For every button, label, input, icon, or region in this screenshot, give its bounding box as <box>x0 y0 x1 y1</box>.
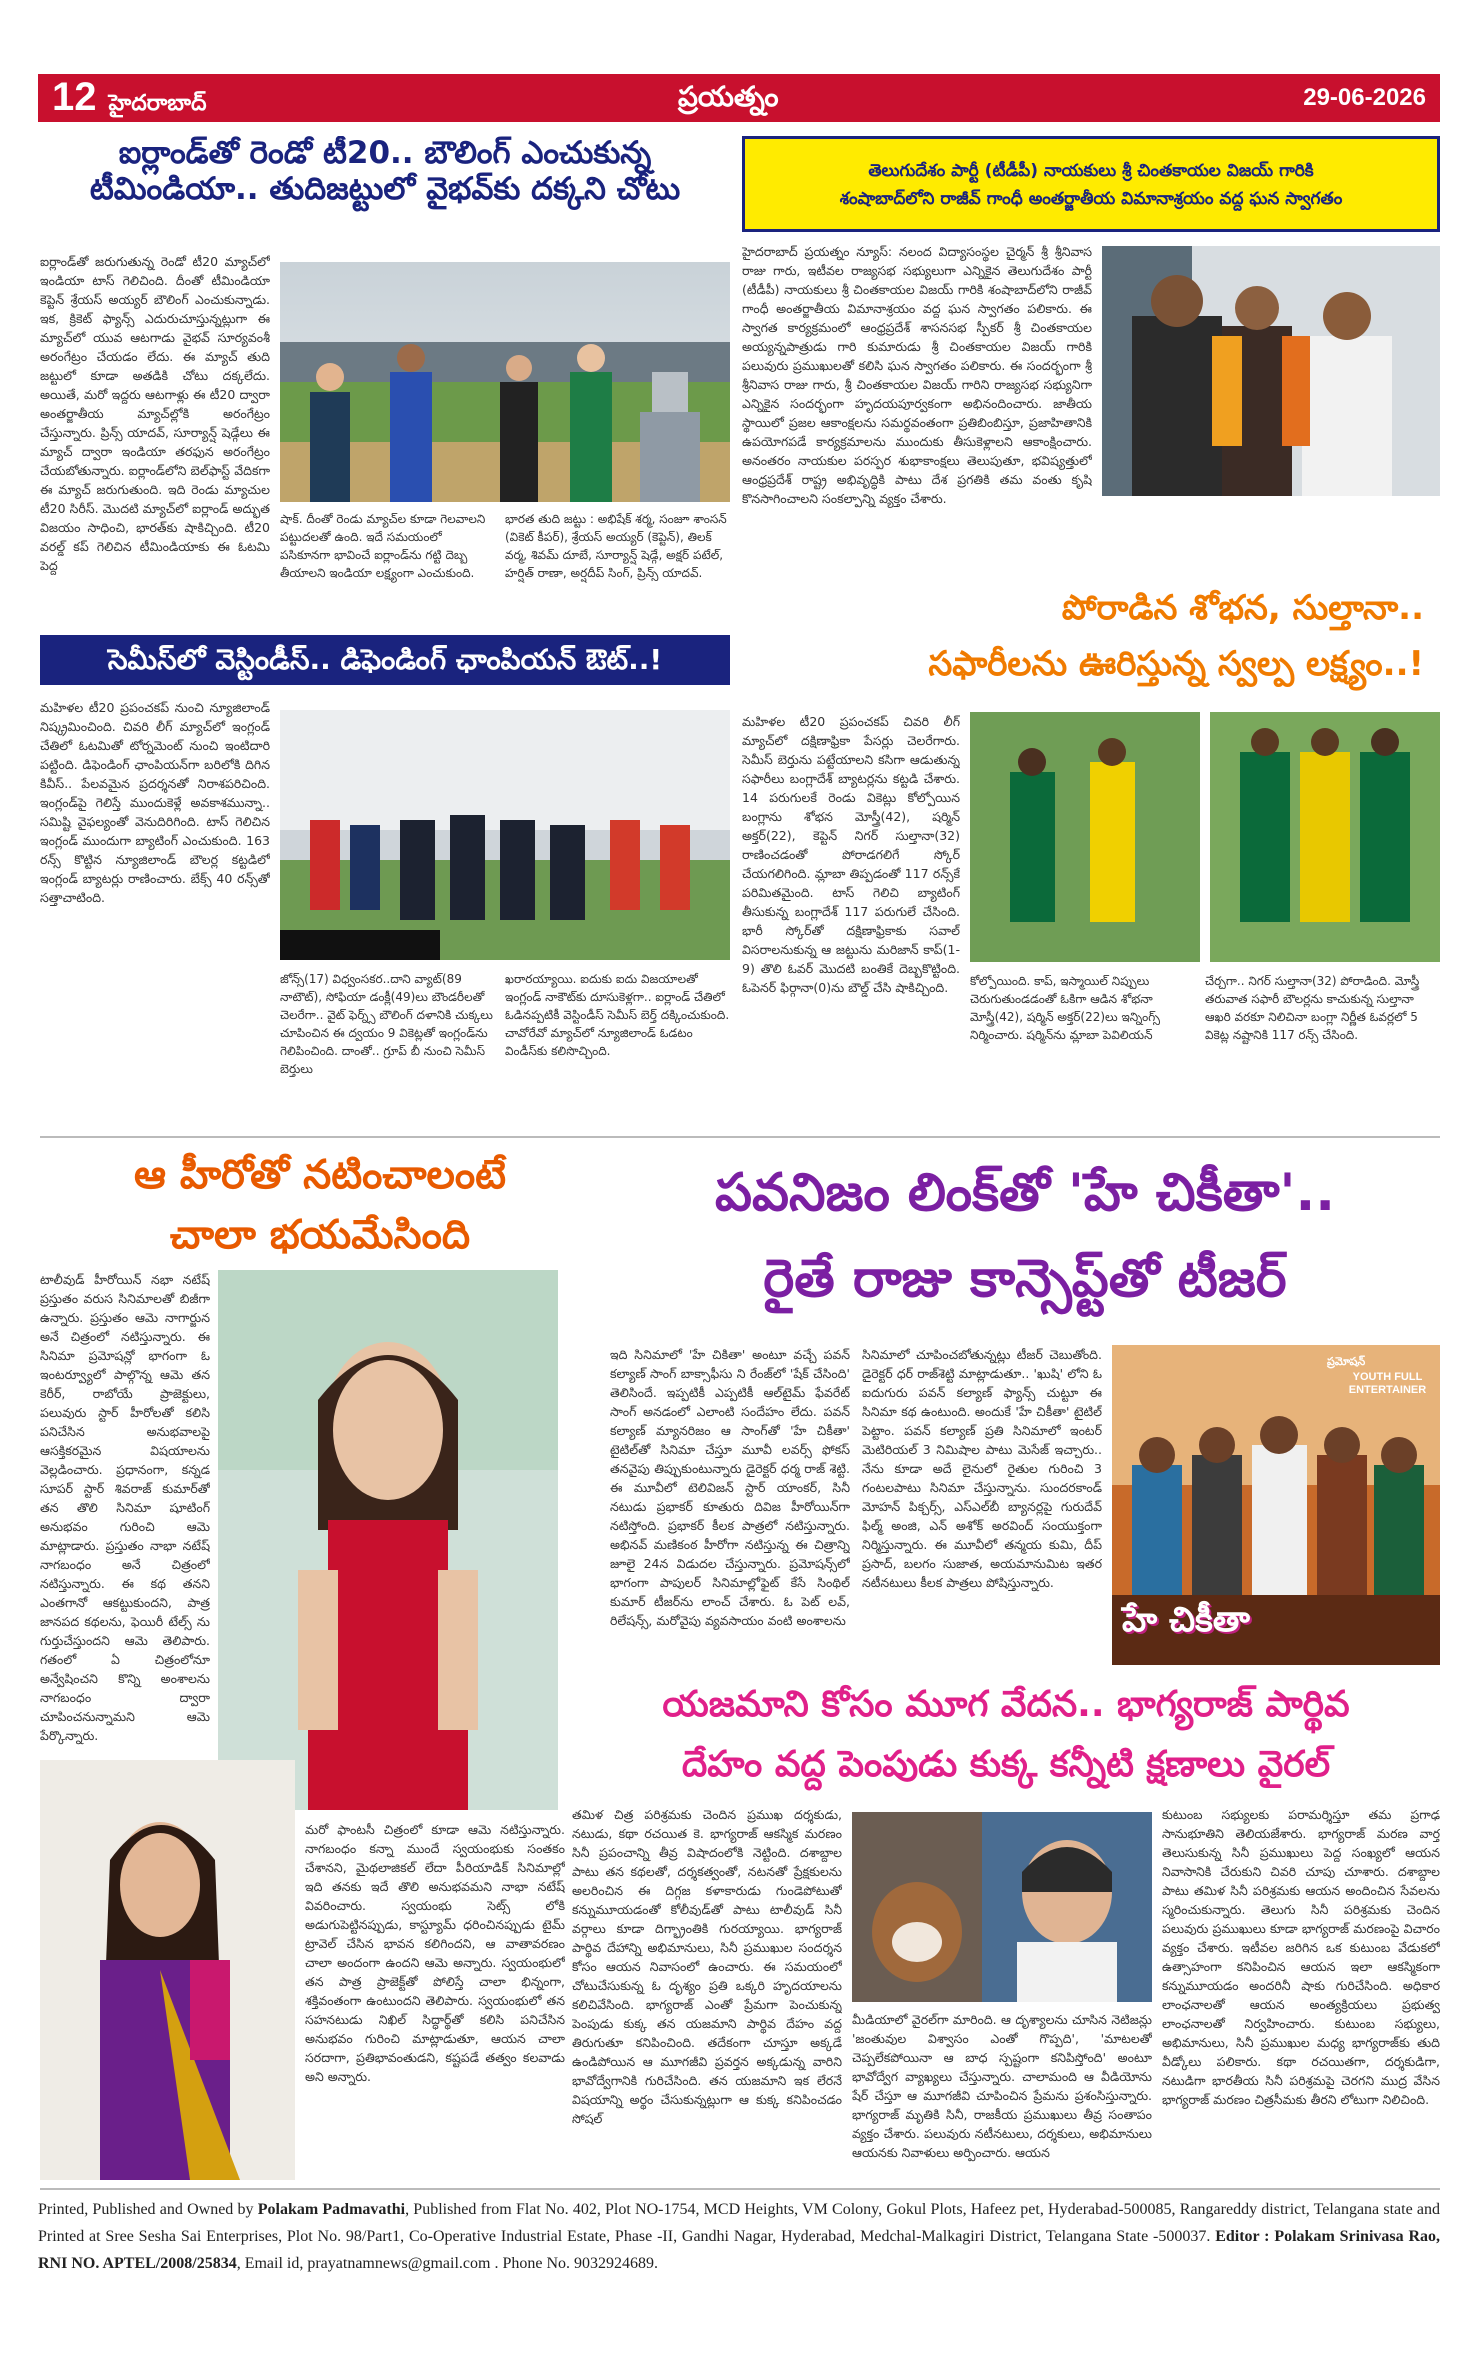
headline-tdp-line2: శంషాబాద్‌లోని రాజీవ్ గాంధీ అంతర్జాతీయ విమానాశ్రయం వద్ద ఘన స్వాగతం <box>839 189 1343 209</box>
headline-sa-ban <box>742 580 1440 700</box>
headline-dog <box>572 1675 1440 1795</box>
masthead-paper-name: ప్రయత్నం <box>678 80 779 113</box>
imprint-footer <box>38 2196 1440 2306</box>
article-ireland-col3: భారత తుది జట్టు : అభిషేక్ శర్మ, సంజూ శాంసన్ (వికెట్ కీపర్), శ్రేయస్ అయ్యర్ (కెప్టెన్), తిలక్ వర్మ, శివమ్ దూబే, సూర్యాన్ష్ షెడ్గే, అక్షర్ పటేల్, హర్షిత్ రాణా, అర్షదీప్ సింగ్, ప్రిన్స్ యాదవ్. <box>505 512 727 580</box>
article-teaser-col1: ఇది సినిమాలో 'హే చికితా' అంటూ వచ్చే పవన్ కల్యాణ్ సాంగ్ బాక్సాఫీసు ని రేంజ్‌లో 'షేక్ చేసింది' తెలిసిందే. ఇప్పటికీ ఎప్పటికీ ఆల్‌టైమ్ ఫేవరేట్ సాంగ్ అనడంలో ఎలాంటి సందేహం లేదు. పవన్ కల్యాణ్ మ్యానరిజం ఆ సాంగ్‌తో 'హే చికీతా' టైటిల్‌తో సినిమా చేస్తూ మూవీ లవర్స్ ఫోకస్ తనవైపు తిప్పుకుంటున్నారు డైరెక్టర్ ధర్మ రాజ్ శెట్టి. ఈ మూవీలో టెలివిజన్ స్టార్ యాంకర్, సినీ నటుడు ప్రభాకర్ కూతురు దివిజ హీరోయిన్‌గా నటిస్తోంది. ప్రభాకర్ కీలక పాత్రలో నటిస్తున్నారు. అభినవ్ మణికంఠ హీరోగా నటిస్తున్న ఈ చిత్రాన్ని జూలై 24న విడుదల చేస్తున్నారు. ప్రమోషన్స్‌లో భాగంగా పాపులర్ సినిమాల్లోఫైట్ కేసే సింథిల్ కుమార్ టీజర్‌ను లాంచ్ చేశారు. ఓ పెట్ లవ్, రిలేషన్స్, మరోవైపు వ్యవసాయం వంటి అంశాలను <box>610 1347 850 1628</box>
article-sa-col1: మహిళల టీ20 ప్రపంచకప్ చివరి లీగ్ మ్యాచ్‌లో దక్షిణాఫ్రికా పేసర్లు చెలరేగారు. సెమీస్ బెర్తును పట్టేయాలని కసిగా ఆడుతున్న సఫారీలు బంగ్లాదేశ్ బ్యాటర్లను కట్టడి చేశారు. 14 పరుగులకే రెండు వికెట్లు కోల్పోయిన బంగ్లాను శోభన మోస్త్రీ(42), షర్మిన్ అక్తర్(22), కెప్టెన్ నిగర్ సుల్తానా(32) రాణించడంతో పోరాడగలిగే స్కోర్ చేయగలిగింది. మ్లాబా తిప్పడంతో 117 రన్స్‌కే పరిమితమైంది. టాస్ గెలిచి బ్యాటింగ్ తీసుకున్న బంగ్లాదేశ్ 117 పరుగులే చేసింది. భారీ స్కోర్‌తో దక్షిణాఫ్రికాకు సవాల్ విసరాలనుకున్న ఆ జట్టును మరిజాన్ కాప్(1-9) తొలి ఓవర్ మొదటి బంతికే దెబ్బకొట్టింది. ఓపెనర్ ఫిర్గానా(0)ను బౌల్డ్ చేసి షాకిచ్చింది. <box>742 714 960 995</box>
footer-divider <box>40 2188 1440 2190</box>
headline-tdp-welcome <box>742 136 1440 232</box>
article-tdp-body: హైదరాబాద్ ప్రయత్నం న్యూస్: నలంద విద్యాసంస్థల చైర్మన్ శ్రీ శ్రీనివాస రాజు గారు, ఇటీవల రాజ్యసభ సభ్యులుగా ఎన్నికైన తెలుగుదేశం పార్టీ (టీడీపీ) నాయకులు శ్రీ చింతకాయల విజయ్ గారికి శంషాబాద్‌లోని రాజీవ్ గాంధీ అంతర్జాతీయ విమానాశ్రయం వద్ద ఘన స్వాగతం పలికారు. ఈ స్వాగత కార్యక్రమంలో ఆంధ్రప్రదేశ్ శాసనసభ స్పీకర్ శ్రీ చింతకాయల అయ్యన్నపాత్రుడు గారి కుమారుడు శ్రీ చింతకాయల విజయ్ గారికి పలువురు ప్రముఖులతో కలిసి ఘన స్వాగతం పలికారు. ఈ సందర్భంగా శ్రీ శ్రీనివాస రాజు గారు, శ్రీ చింతకాయల విజయ్ గారిని రాజ్యసభ సభ్యునిగా ఎన్నికైన సందర్భంగా హృదయపూర్వకంగా అభినందించారు. జాతీయ స్థాయిలో ప్రజల ఆకాంక్షలను సమర్థవంతంగా ప్రతిబింబిస్తూ, ప్రజాహితానికి ఉపయోగపడే కార్యక్రమాలను ముందుకు తీసుకెళ్లాలని ఆకాంక్షించారు. అనంతరం నాయకుల పరస్పర శుభాకాంక్షలు తెలుపుతూ, భవిష్యత్తులో ఆంధ్రప్రదేశ్ రాష్ట్ర అభివృద్ధికి పాటు దేశ ప్రగతికి తమ వంతు కృషి కొనసాగించాలని సంకల్పాన్ని వ్యక్తం చేశారు. <box>742 244 1092 506</box>
headline-tdp-line1: తెలుగుదేశం పార్టీ (టీడీపీ) నాయకులు శ్రీ చింతకాయల విజయ్ గారికి <box>868 161 1314 181</box>
headline-nabha-line1: ఆ హీరోతో నటించాలంటే <box>133 1152 507 1198</box>
headline-sa-line2: సఫారీలను ఊరిస్తున్న స్వల్ప లక్ష్యం..! <box>928 644 1424 684</box>
headline-ireland-line2: టీమిండియా.. తుదిజట్టులో వైభవ్‌కు దక్కని చోటు <box>89 170 681 207</box>
headline-dog-line1: యజమాని కోసం మూగ వేదన.. భాగ్యరాజ్ పార్థివ <box>662 1684 1350 1725</box>
headline-teaser-line2: రైతే రాజు కాన్సెప్ట్‌తో టీజర్ <box>763 1249 1287 1309</box>
headline-sa-line1: పోరాడిన శోభన, సుల్తానా.. <box>1061 588 1424 628</box>
footer-rni: RNI NO. APTEL/2008/25834 <box>38 2255 237 2272</box>
article-sa-col2: కోల్పోయింది. కాప్, ఇస్మాయిల్ నిప్పులు చెరుగుతుండడంతో ఓకిగా ఆడిన శోభనా మోస్త్రీ(42), షర్మిన్ అక్తర్(22)లు ఇన్నింగ్స్ నిర్మించారు. షర్మిన్‌ను మ్లాబా పెవిలియన్ <box>970 974 1160 1042</box>
section-divider <box>40 1136 1440 1138</box>
masthead-bar <box>38 74 1440 122</box>
poster-badge-small: ప్రమోషన్ <box>1327 1355 1366 1368</box>
photo-nabha-saree <box>40 1760 295 2180</box>
footer-text-2: , Published from Flat No. 402, Plot NO-1754, MCD Heights, VM Colony, Gokul Plots, Hafeez pet, Hyderabad-500085, Rangareddy district, Telangana state and Printed at Sree Sesha Sai Enterprises, Plot No. 98/Part1, Co-Operative Industrial Estate, Phase -II, Gandhi Nagar, Hyderabad, Medchal-Malkagiri District, Telangana State -500037. <box>38 2201 1441 2245</box>
photo-dog-and-bhagyaraj <box>852 1812 1152 2002</box>
article-sa-col3: చేర్చగా.. నిగర్ సుల్తానా(32) పోరాడింది. మోస్త్రీ తరువాత సఫారీ బౌలర్లను కాచుకున్న సుల్తానా ఆఖరి వరకూ నిలిచినా బంగ్లా నిర్ణీత ఓవర్లలో 5 వికెట్ల నష్టానికి 117 రన్స్ చేసింది. <box>1205 974 1420 1042</box>
photo-cricket-toss <box>280 262 730 502</box>
headline-dog-line2: దేహం వద్ద పెంపుడు కుక్క కన్నీటి క్షణాలు వైరల్ <box>681 1744 1331 1785</box>
headline-teaser-line1: పవనిజం లింక్‌తో 'హే చికీతా'.. <box>715 1163 1335 1223</box>
article-ireland-col1: ఐర్లాండ్‌తో జరుగుతున్న రెండో టీ20 మ్యాచ్‌లో ఇండియా టాస్ గెలిచింది. దీంతో టీమిండియా కెప్టెన్ శ్రేయస్ అయ్యర్ బౌలింగ్ ఎంచుకున్నాడు. ఇక, క్రికెట్ ఫ్యాన్స్ ఎదురుచూస్తున్నట్లుగా ఈ మ్యాచ్‌లో యువ ఆటగాడు వైభవ్ సూర్యవంశీ అరంగేట్రం చేయడం లేదు. ఈ మ్యాచ్ తుది జట్టులో కూడా అతడికి చోటు దక్కలేదు. అయితే, మరో ఇద్దరు ఆటగాళ్లు ఈ టీ20 ద్వారా అంతర్జాతీయ మ్యాచ్‌ల్లోకి అరంగేట్రం చేస్తున్నారు. ప్రిన్స్ యాదవ్, సూర్యాన్ష్ షెడ్గేలు ఈ మ్యాచ్ ద్వారా ఇండియా తరఫున అరంగేట్రం చేయబోతున్నారు. ఐర్లాండ్‌లోని బెల్‌ఫాస్ట్ వేదికగా ఈ మ్యాచ్ జరుగుతుంది. ఇది రెండు మ్యాచుల టీ20 సిరీస్. మొదటి మ్యాచ్‌లో ఐర్లాండ్ అద్భుత విజయం సాధించి, భారత్‌కు షాకిచ్చింది. టీ20 వరల్డ్ కప్ గెలిచిన టీమిండియాకు ఈ ఓటమి పెద్ద <box>40 254 270 573</box>
article-ireland-col2: షాక్. దీంతో రెండు మ్యాచ్‌ల కూడా గెలవాలని పట్టుదలతో ఉంది. ఇదే సమయంలో పసికూనగా భావించే ఐర్లాండ్‌ను గట్టి దెబ్బ తీయాలని ఇండియా లక్ష్యంగా ఎంచుకుంది. <box>280 512 486 580</box>
article-dog-col1: తమిళ చిత్ర పరిశ్రమకు చెందిన ప్రముఖ దర్శకుడు, నటుడు, కథా రచయిత కె. భాగ్యరాజ్ ఆకస్మిక మరణం సినీ ప్రపంచాన్ని తీవ్ర విషాదంలోకి నెట్టింది. దశాబ్దాల పాటు తన కథలతో, దర్శకత్వంతో, నటనతో ప్రేక్షకులను అలరించిన ఈ దిగ్గజ కళాకారుడు గుండెపోటుతో కన్నుమూయడంతో కోలీవుడ్‌తో పాటు టాలీవుడ్ సినీ వర్గాలు కూడా దిగ్భ్రాంతికి గురయ్యాయి. భాగ్యరాజ్ పార్థివ దేహాన్ని అభిమానులు, సినీ ప్రముఖుల సందర్శన కోసం ఆయన నివాసంలో ఉంచారు. ఈ సమయంలో చోటుచేసుకున్న ఓ దృశ్యం ప్రతి ఒక్కరి హృదయాలను కలిచివేసింది. భాగ్యరాజ్ ఎంతో ప్రేమగా పెంచుకున్న పెంపుడు కుక్క తన యజమాని పార్థివ దేహం వద్ద తిరుగుతూ కనిపించింది. తదేకంగా చూస్తూ అక్కడే ఉండిపోయిన ఆ మూగజీవి ప్రవర్తన అక్కడున్న వారిని భావోద్వేగానికి గురిచేసింది. తన యజమాని ఇక లేరనే విషయాన్ని అర్థం చేసుకున్నట్లుగా ఆ కుక్క కనిపించడం సోషల్ <box>572 1807 842 2126</box>
masthead-city: హైదరాబాద్ <box>108 91 207 116</box>
footer-editor: Editor : Polakam Srinivasa Rao, <box>1215 2228 1440 2245</box>
photo-airport-welcome <box>1102 246 1440 496</box>
headline-semis: సెమీస్‌లో వెస్టిండీస్.. డిఫెండింగ్ ఛాంపియన్ ఔట్..! <box>40 635 730 685</box>
article-nabha-col2: మరో ఫాంటసీ చిత్రంలో కూడా ఆమె నటిస్తున్నారు. నాగబంధం కన్నా ముందే స్వయంభుకు సంతకం చేశానని, మైథలాజికల్ లేదా పీరియాడిక్ సినిమాల్లో ఇది తనకు ఇదే తొలి అనుభవమని నాభా నటేష్ వివరించారు. స్వయంభు సెట్స్ లోకి అడుగుపెట్టినప్పుడు, కాస్ట్యూమ్ ధరించినప్పుడు టైమ్ ట్రావెల్ చేసిన భావన కలిగిందని, ఆ వాతావరణం చాలా అందంగా ఉందని ఆమె అన్నారు. స్వయంభులో తన పాత్ర ప్రాజెక్ట్‌తో పోలిస్తే చాలా భిన్నంగా, శక్తివంతంగా ఉంటుందని తెలిపారు. స్వయంభులో తన సహనటుడు నిఖిల్ సిద్ధార్థ్‌తో కలిసి పనిచేసిన అనుభవం గురించి మాట్లాడుతూ, ఆయన చాలా సరదాగా, ప్రతిభావంతుడని, కష్టపడే తత్వం కలవాడు అని అన్నారు. <box>305 1822 565 2084</box>
photo-semis-match <box>280 710 730 960</box>
article-dog-col3: కుటుంబ సభ్యులకు పరామర్శిస్తూ తమ ప్రగాఢ సానుభూతిని తెలియజేశారు. భాగ్యరాజ్ మరణ వార్త తెలుసుకున్న సినీ ప్రముఖులు పెద్ద సంఖ్యలో ఆయన నివాసానికి చేరుకుని చివరి చూపు చూశారు. దశాబ్దాల పాటు తమిళ సినీ పరిశ్రమకు ఆయన అందించిన సేవలను స్మరించుకున్నారు. తెలుగు సినీ పరిశ్రమకు చెందిన పలువురు ప్రముఖులు కూడా భాగ్యరాజ్ మరణంపై విచారం వ్యక్తం చేశారు. ఇటీవల జరిగిన ఒక కుటుంబ వేడుకలో ఉత్సాహంగా కనిపించిన ఆయన ఇలా ఆకస్మికంగా కన్నుమూయడం అందరినీ షాకు గురిచేసింది. అధికార లాంఛనాలతో ఆయన అంత్యక్రియలు ప్రభుత్వ లాంఛనాలతో నిర్వహించారు. కుటుంబ సభ్యులు, అభిమానులు, సినీ ప్రముఖుల మధ్య భాగ్యరాజ్‌కు తుది వీడ్కోలు పలికారు. కథా రచయితగా, దర్శకుడిగా, నటుడిగా భారతీయ సినీ పరిశ్రమపై చెరగని ముద్ర వేసిన భాగ్యరాజ్ మరణం చిత్రసీమకు తీరని లోటుగా నిలిచింది. <box>1162 1807 1440 2107</box>
article-semis-col1: మహిళల టీ20 ప్రపంచకప్ నుంచి న్యూజిలాండ్ నిష్క్రమించింది. చివరి లీగ్ మ్యాచ్‌లో ఇంగ్లండ్ చేతిలో ఓటమితో టోర్నమెంట్ నుంచి ఇంటిదారి పట్టింది. డిఫెండింగ్ ఛాంపియన్‌గా బరిలోకి దిగిన కివీస్.. పేలవమైన ప్రదర్శనతో నిరాశపరిచింది. ఇంగ్లండ్‌పై గెలిస్తే ముందుకెళ్లే అవకాశమున్నా.. సమిష్టి వైఫల్యంతో వెనుదిరిగింది. టాస్ గెలిచిన ఇంగ్లండ్ ముందుగా బ్యాటింగ్ ఎంచుకుంది. 163 రన్స్ కొట్టిన న్యూజిలాండ్ బౌలర్ల కట్టడిలో ఇంగ్లండ్ బ్యాటర్లు రాణించారు. బేక్స్ 40 రన్స్‌తో సత్తాచాటింది. <box>40 700 270 905</box>
page-number: 12 <box>52 75 97 119</box>
headline-teaser <box>610 1150 1440 1330</box>
headline-nabha-line2: చాలా భయమేసింది <box>169 1212 471 1258</box>
article-semis-col3: ఖరారయ్యాయి. ఐదుకు ఐదు విజయాలతో ఇంగ్లండ్ నాకౌట్‌కు దూసుకెళ్లగా.. ఐర్లాండ్ చేతిలో ఓడినప్పటికీ వెస్టిండీస్ సెమీస్ బెర్త్ దక్కించుకుంది. చావోరేవో మ్యాచ్‌లో న్యూజిలాండ్ ఓడటం విండీస్‌కు కలిసొచ్చింది. <box>505 972 730 1058</box>
poster-badge: YOUTH FULL ENTERTAINER <box>1348 1371 1427 1396</box>
article-teaser-col2: సినిమాలో చూపించబోతున్నట్లు టీజర్ చెబుతోంది. డైరెక్టర్ ధర్ రాజ్‌శెట్టి మాట్లాడుతూ.. 'ఖుషి' లోని ఓ ఐదుగురు పవన్ కల్యాణ్ ఫ్యాన్స్ చుట్టూ ఈ సినిమా కథ ఉంటుంది. అందుకే 'హే చికీతా' టైటిల్ పెట్టాం. పవన్ కల్యాణ్ ప్రతి సినిమాలో ఇంటర్ మెటిరియల్ 3 నిమిషాల పాటు మెసేజ్ ఇచ్చారు.. నేను కూడా అదే లైనులో రైతుల గురించి 3 గంటలపాటు సినిమా చేస్తున్నాను. సుందరకాండ్ మోహన్ పిక్చర్స్, ఎస్‌ఎల్‌బీ బ్యానర్లపై గురుదేవ్ ఫిల్మ్ అంజి, ఎన్ అశోక్ అరవింద్ సంయుక్తంగా నిర్మిస్తున్నారు. ఈ మూవీలో తన్మయ కుమి, దీప్ ప్రసాద్, బలగం సుజాత, అయమానుమిట ఇతర నటీనటులు కీలక పాత్రలు పోషిస్తున్నారు. <box>862 1347 1102 1590</box>
poster-title: హే చికీతా <box>1122 1600 1250 1640</box>
footer-owner: Polakam Padmavathi <box>257 2201 406 2218</box>
footer-text-3: , Email id, prayatnamnews@gmail.com . Phone No. 9032924689. <box>236 2255 659 2272</box>
photo-sa-ban-match <box>970 712 1440 962</box>
article-semis-col2: జోన్స్(17) విధ్వంసకర..దాని వ్యాట్(89 నాటౌట్), సోఫియా డంక్లీ(49)లు బౌండరీలతో చెలరేగా.. వైట్ ఫెర్న్స్ బౌలింగ్ దళానికి చుక్కలు చూపించిన ఈ ద్వయం 9 వికెట్లతో ఇంగ్లండ్‌ను గెలిపించింది. దాంతో.. గ్రూప్ బీ నుంచి సెమీస్ బెర్తులు <box>280 972 493 1076</box>
article-nabha-col1: టాలీవుడ్ హీరోయిన్ నభా నటేష్ ప్రస్తుతం వరుస సినిమాలతో బిజీగా ఉన్నారు. ప్రస్తుతం ఆమె నాగార్జున అనే చిత్రంలో నటిస్తున్నారు. ఈ సినిమా ప్రమోషన్లో భాగంగా ఓ ఇంటర్వ్యూలో పాల్గొన్న ఆమె తన కెరీర్, రాబోయే ప్రాజెక్టులు, పలువురు స్టార్ హీరోలతో కలిసి పనిచేసిన అనుభవాలపై ఆసక్తికరమైన విషయాలను వెల్లడించారు. ప్రధానంగా, కన్నడ సూపర్ స్టార్ శివరాజ్ కుమార్‌తో తన తొలి సినిమా షూటింగ్ అనుభవం గురించి ఆమె మాట్లాడారు. ప్రస్తుతం నాభా నటేష్ నాగబంధం అనే చిత్రంలో నటిస్తున్నారు. ఈ కథ తనని ఎంతగానో ఆకట్టుకుందని, పాత్ర జానపద కథలను, ఫెయిరీ టేల్స్ ను గుర్తుచేస్తుందని ఆమె తెలిపారు. గతంలో ఏ చిత్రంలోనూ అన్వేషించని కొన్ని అంశాలను నాగబంధం ద్వారా చూపించనున్నామని ఆమె పేర్కొన్నారు. <box>40 1272 210 1743</box>
masthead-date: 29-06-2026 <box>1303 84 1426 111</box>
headline-ireland-line1: ఐర్లాండ్‌తో రెండో టీ20.. బౌలింగ్ ఎంచుకున్న <box>118 136 652 171</box>
footer-text-1: Printed, Published and Owned by <box>38 2201 258 2218</box>
headline-ireland-t20 <box>40 136 730 240</box>
article-dog-col2: మీడియాలో వైరల్‌గా మారింది. ఆ దృశ్యాలను చూసిన నెటిజన్లు 'జంతువుల విశ్వాసం ఎంతో గొప్పది', 'మాటలతో చెప్పలేకపోయినా ఆ బాధ స్పష్టంగా కనిపిస్తోంది' అంటూ భావోద్వేగ వ్యాఖ్యలు చేస్తున్నారు. చాలామంది ఆ వీడియోను షేర్ చేస్తూ ఆ మూగజీవి చూపించిన ప్రేమను ప్రశంసిస్తున్నారు. భాగ్యరాజ్ మృతికి సినీ, రాజకీయ ప్రముఖులు తీవ్ర సంతాపం వ్యక్తం చేశారు. పలువురు నటీనటులు, దర్శకులు, అభిమానులు ఆయనకు నివాళులు అర్పించారు. ఆయన <box>852 2012 1152 2160</box>
headline-nabha <box>40 1145 600 1265</box>
photo-hey-chikita-poster <box>1112 1345 1440 1665</box>
photo-nabha-red-outfit <box>218 1270 558 1810</box>
